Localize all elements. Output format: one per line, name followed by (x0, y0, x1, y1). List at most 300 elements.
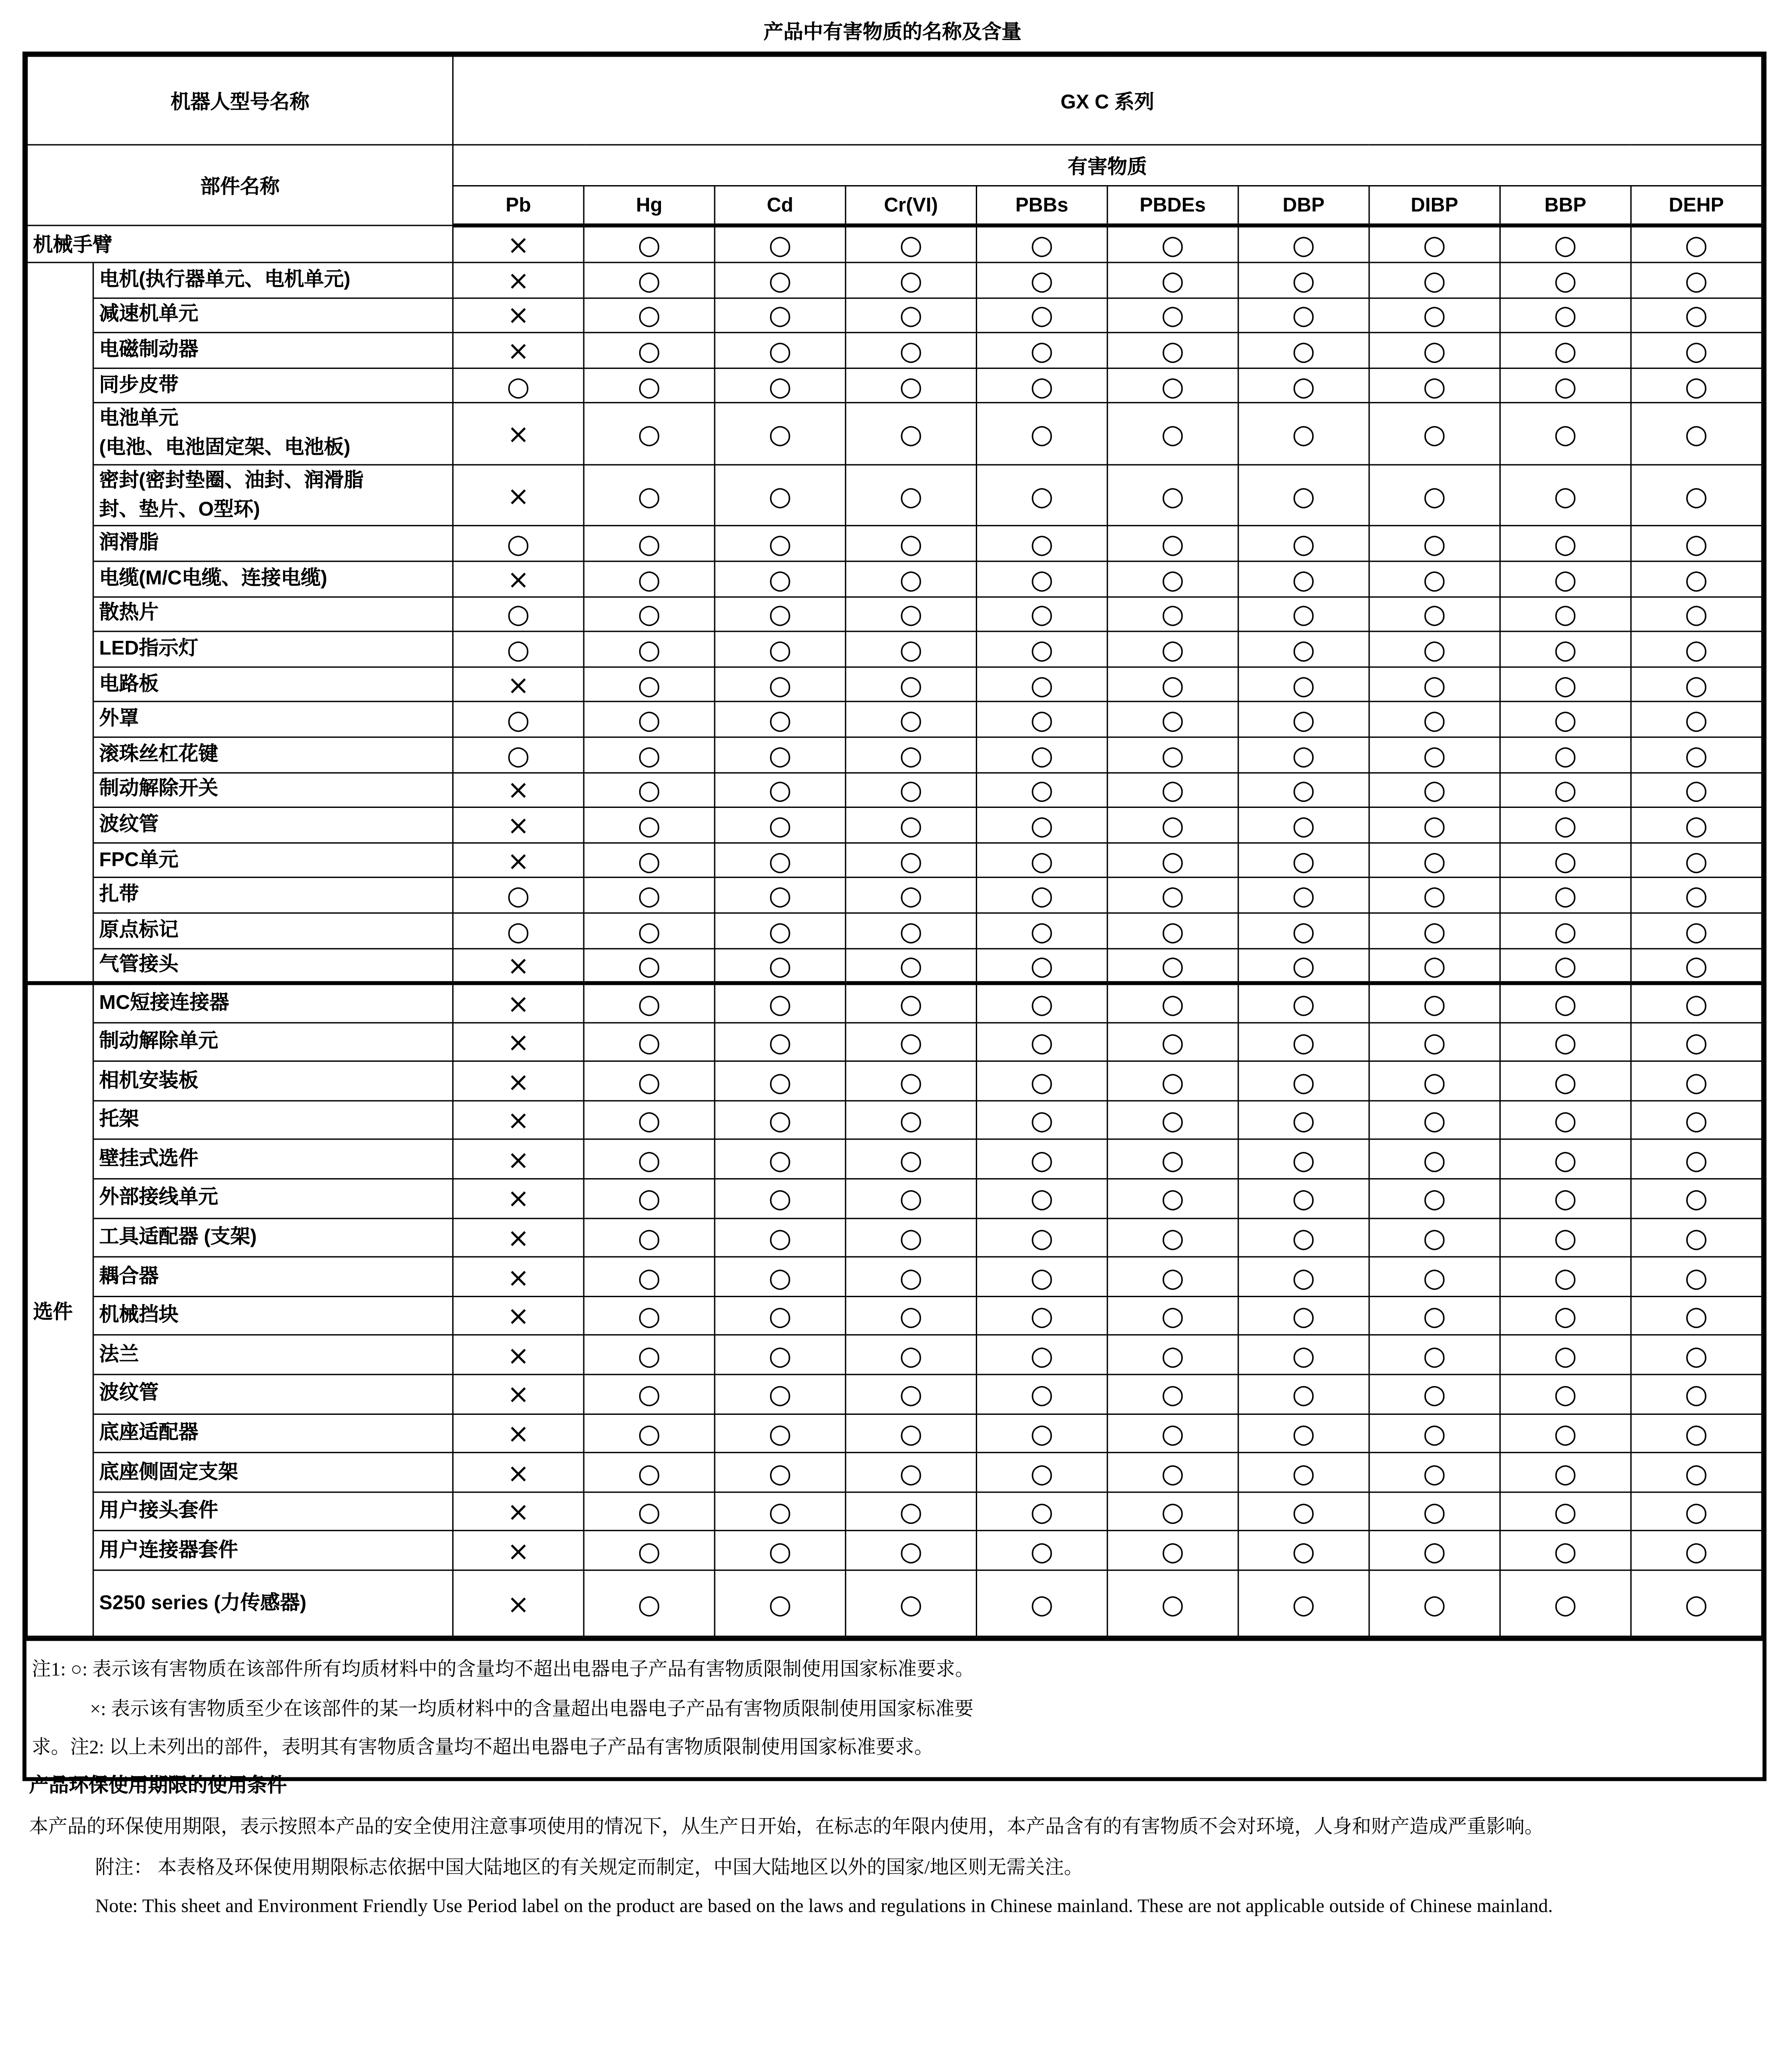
mark-pb: × (453, 1100, 584, 1140)
part-name: 相机安装板 (93, 1061, 453, 1100)
table-row (27, 1061, 1762, 1100)
mark-crvi: ○ (846, 225, 977, 262)
part-name: 耦合器 (93, 1257, 453, 1296)
part-name: LED指示灯 (93, 631, 453, 667)
mark-bbp: ○ (1500, 948, 1631, 983)
part-name: S250 series (力传感器) (93, 1570, 453, 1636)
mark-dehp: ○ (1631, 1218, 1762, 1257)
mark-crvi: ○ (846, 1453, 977, 1492)
table-row (27, 913, 1762, 948)
mark-cd: ○ (715, 1140, 846, 1179)
mark-cd: ○ (715, 1179, 846, 1218)
mark-dehp: ○ (1631, 1296, 1762, 1335)
table-row (27, 1492, 1762, 1531)
group-label-options: 选件 (27, 983, 93, 1636)
table-row (27, 333, 1762, 368)
part-name: 气管接头 (93, 948, 453, 983)
mark-hg: ○ (584, 702, 715, 737)
part-name: 电路板 (93, 667, 453, 702)
hazardous-substance-table-box (22, 52, 1767, 1780)
mark-pbdes: ○ (1107, 1374, 1238, 1414)
mark-dbp: ○ (1238, 333, 1369, 368)
mark-hg: ○ (584, 333, 715, 368)
mark-pbdes: ○ (1107, 1179, 1238, 1218)
substance-label: 有害物质 (453, 145, 1762, 186)
mark-pbdes: ○ (1107, 526, 1238, 561)
mark-pbdes: ○ (1107, 913, 1238, 948)
mark-dbp: ○ (1238, 631, 1369, 667)
mark-pb: × (453, 333, 584, 368)
mark-pbbs: ○ (976, 262, 1107, 298)
mark-dehp: ○ (1631, 526, 1762, 561)
mark-dehp: ○ (1631, 1531, 1762, 1570)
mark-dehp: ○ (1631, 368, 1762, 403)
mark-pbdes: ○ (1107, 1061, 1238, 1100)
table-row (27, 526, 1762, 561)
mark-pbbs: ○ (976, 1453, 1107, 1492)
mark-crvi: ○ (846, 878, 977, 913)
part-name: 用户连接器套件 (93, 1531, 453, 1570)
table-row (27, 807, 1762, 843)
mark-bbp: ○ (1500, 262, 1631, 298)
mark-crvi: ○ (846, 948, 977, 983)
mark-pbdes: ○ (1107, 702, 1238, 737)
column-header-hg: Hg (584, 186, 715, 225)
mark-crvi: ○ (846, 1022, 977, 1061)
mark-dbp: ○ (1238, 597, 1369, 632)
mark-pb: × (453, 465, 584, 526)
table-row (27, 1570, 1762, 1636)
epup-paragraph: 本产品的环保使用期限，表示按照本产品的安全使用注意事项使用的情况下，从生产日开始，在标志的年限内使用，本产品含有的有害物质不会对环境，人身和财产造成严重影响。 (29, 1816, 1544, 1838)
mark-dbp: ○ (1238, 913, 1369, 948)
mark-pbdes: ○ (1107, 948, 1238, 983)
mark-pbdes: ○ (1107, 878, 1238, 913)
mark-dbp: ○ (1238, 1257, 1369, 1296)
mark-crvi: ○ (846, 1140, 977, 1179)
mark-dehp: ○ (1631, 403, 1762, 465)
mark-bbp: ○ (1500, 1179, 1631, 1218)
mark-pbdes: ○ (1107, 225, 1238, 262)
hazardous-substance-table (27, 55, 1763, 1637)
mark-dehp: ○ (1631, 913, 1762, 948)
mark-hg: ○ (584, 1374, 715, 1414)
mark-cd: ○ (715, 983, 846, 1022)
mark-pbdes: ○ (1107, 1296, 1238, 1335)
mark-pb: ○ (453, 913, 584, 948)
table-row (27, 1296, 1762, 1335)
mark-hg: ○ (584, 403, 715, 465)
mark-hg: ○ (584, 368, 715, 403)
table-row (27, 1374, 1762, 1414)
mark-dibp: ○ (1369, 913, 1500, 948)
mark-dibp: ○ (1369, 843, 1500, 878)
part-label: 部件名称 (27, 145, 453, 225)
mark-cd: ○ (715, 1453, 846, 1492)
mark-dbp: ○ (1238, 526, 1369, 561)
mark-pbbs: ○ (976, 225, 1107, 262)
mark-pbbs: ○ (976, 1257, 1107, 1296)
mark-pb: × (453, 948, 584, 983)
table-row (27, 772, 1762, 807)
mark-pbbs: ○ (976, 913, 1107, 948)
mark-crvi: ○ (846, 1492, 977, 1531)
mark-bbp: ○ (1500, 298, 1631, 333)
mark-dibp: ○ (1369, 561, 1500, 597)
mark-bbp: ○ (1500, 1061, 1631, 1100)
mark-pb: × (453, 1531, 584, 1570)
mark-hg: ○ (584, 526, 715, 561)
mark-hg: ○ (584, 597, 715, 632)
mark-dehp: ○ (1631, 878, 1762, 913)
mark-cd: ○ (715, 1100, 846, 1140)
mark-crvi: ○ (846, 1570, 977, 1636)
table-row (27, 1140, 1762, 1179)
mark-dehp: ○ (1631, 1100, 1762, 1140)
table-row (27, 225, 1762, 262)
mark-hg: ○ (584, 1140, 715, 1179)
part-name: 减速机单元 (93, 298, 453, 333)
mark-cd: ○ (715, 561, 846, 597)
mark-pbbs: ○ (976, 948, 1107, 983)
part-name: 外部接线单元 (93, 1179, 453, 1218)
mark-cd: ○ (715, 225, 846, 262)
mark-hg: ○ (584, 1100, 715, 1140)
mark-hg: ○ (584, 1257, 715, 1296)
mark-dibp: ○ (1369, 1061, 1500, 1100)
table-row (27, 1414, 1762, 1453)
mark-pbbs: ○ (976, 1570, 1107, 1636)
mark-pbbs: ○ (976, 333, 1107, 368)
mark-cd: ○ (715, 843, 846, 878)
mark-dehp: ○ (1631, 1061, 1762, 1100)
mark-hg: ○ (584, 298, 715, 333)
mark-bbp: ○ (1500, 913, 1631, 948)
part-name: 电池单元 (电池、电池固定架、电池板) (93, 403, 453, 465)
mark-pbdes: ○ (1107, 368, 1238, 403)
mark-bbp: ○ (1500, 1531, 1631, 1570)
mark-cd: ○ (715, 403, 846, 465)
mark-crvi: ○ (846, 561, 977, 597)
mark-dbp: ○ (1238, 1061, 1369, 1100)
table-row (27, 1257, 1762, 1296)
mark-dibp: ○ (1369, 878, 1500, 913)
part-name: 电磁制动器 (93, 333, 453, 368)
mark-hg: ○ (584, 1179, 715, 1218)
mark-crvi: ○ (846, 807, 977, 843)
column-header-bbp: BBP (1500, 186, 1631, 225)
mark-pbdes: ○ (1107, 843, 1238, 878)
mark-pbbs: ○ (976, 1335, 1107, 1374)
mark-cd: ○ (715, 1296, 846, 1335)
mark-dehp: ○ (1631, 983, 1762, 1022)
mark-crvi: ○ (846, 1257, 977, 1296)
mark-bbp: ○ (1500, 1453, 1631, 1492)
mark-dbp: ○ (1238, 667, 1369, 702)
mark-pbbs: ○ (976, 1414, 1107, 1453)
mark-cd: ○ (715, 465, 846, 526)
mark-bbp: ○ (1500, 1296, 1631, 1335)
column-header-pbbs: PBBs (976, 186, 1107, 225)
table-row (27, 948, 1762, 983)
mark-pbbs: ○ (976, 1100, 1107, 1140)
mark-cd: ○ (715, 807, 846, 843)
mark-pb: ○ (453, 368, 584, 403)
table-row (27, 368, 1762, 403)
mark-dehp: ○ (1631, 597, 1762, 632)
part-name: 同步皮带 (93, 368, 453, 403)
mark-dehp: ○ (1631, 948, 1762, 983)
mark-bbp: ○ (1500, 878, 1631, 913)
mark-cd: ○ (715, 667, 846, 702)
mark-cd: ○ (715, 368, 846, 403)
mark-dibp: ○ (1369, 1296, 1500, 1335)
mark-dibp: ○ (1369, 983, 1500, 1022)
mark-cd: ○ (715, 1022, 846, 1061)
mark-dbp: ○ (1238, 1022, 1369, 1061)
mark-pb: × (453, 807, 584, 843)
mark-crvi: ○ (846, 298, 977, 333)
mark-pbbs: ○ (976, 597, 1107, 632)
mark-pbbs: ○ (976, 1140, 1107, 1179)
mark-pb: × (453, 1570, 584, 1636)
mark-dehp: ○ (1631, 631, 1762, 667)
mark-dibp: ○ (1369, 702, 1500, 737)
epup-section (29, 1769, 1761, 1921)
mark-bbp: ○ (1500, 772, 1631, 807)
mark-bbp: ○ (1500, 333, 1631, 368)
mark-hg: ○ (584, 772, 715, 807)
mark-dehp: ○ (1631, 1570, 1762, 1636)
part-name: 用户接头套件 (93, 1492, 453, 1531)
mark-pb: × (453, 843, 584, 878)
mark-pb: × (453, 1414, 584, 1453)
mark-bbp: ○ (1500, 631, 1631, 667)
mark-hg: ○ (584, 843, 715, 878)
mark-cd: ○ (715, 1531, 846, 1570)
mark-dbp: ○ (1238, 807, 1369, 843)
mark-dehp: ○ (1631, 1414, 1762, 1453)
mark-cd: ○ (715, 262, 846, 298)
mark-crvi: ○ (846, 913, 977, 948)
mark-hg: ○ (584, 1296, 715, 1335)
mark-pbdes: ○ (1107, 1022, 1238, 1061)
mark-crvi: ○ (846, 1335, 977, 1374)
mark-dibp: ○ (1369, 465, 1500, 526)
mark-hg: ○ (584, 1531, 715, 1570)
mark-pbdes: ○ (1107, 1414, 1238, 1453)
mark-dibp: ○ (1369, 631, 1500, 667)
mark-crvi: ○ (846, 1179, 977, 1218)
mark-crvi: ○ (846, 1374, 977, 1414)
mark-pbdes: ○ (1107, 1531, 1238, 1570)
mark-cd: ○ (715, 1218, 846, 1257)
mark-bbp: ○ (1500, 983, 1631, 1022)
mark-hg: ○ (584, 1218, 715, 1257)
mark-dibp: ○ (1369, 1374, 1500, 1414)
mark-pb: × (453, 1492, 584, 1531)
mark-dbp: ○ (1238, 262, 1369, 298)
note-line-1: 注1: ○: 表示该有害物质在该部件所有均质材料中的含量均不超出电器电子产品有害物质限制使用国家标准要求。 (31, 1659, 975, 1681)
table-row (27, 843, 1762, 878)
mark-pbbs: ○ (976, 1022, 1107, 1061)
epup-heading: 产品环保使用期限的使用条件 (29, 1774, 287, 1797)
mark-pbdes: ○ (1107, 465, 1238, 526)
column-header-dehp: DEHP (1631, 186, 1762, 225)
mark-crvi: ○ (846, 1100, 977, 1140)
part-name: 散热片 (93, 597, 453, 632)
mark-pb: ○ (453, 702, 584, 737)
mark-pbdes: ○ (1107, 262, 1238, 298)
mark-pbdes: ○ (1107, 597, 1238, 632)
part-name: 制动解除开关 (93, 772, 453, 807)
group-spacer (27, 262, 93, 983)
table-row (27, 1531, 1762, 1570)
mark-dbp: ○ (1238, 225, 1369, 262)
mark-dibp: ○ (1369, 1140, 1500, 1179)
mark-pbbs: ○ (976, 465, 1107, 526)
mark-hg: ○ (584, 1022, 715, 1061)
mark-pbdes: ○ (1107, 983, 1238, 1022)
mark-dehp: ○ (1631, 843, 1762, 878)
mark-pb: × (453, 1179, 584, 1218)
mark-crvi: ○ (846, 1414, 977, 1453)
mark-cd: ○ (715, 1374, 846, 1414)
mark-pb: × (453, 772, 584, 807)
mark-crvi: ○ (846, 597, 977, 632)
mark-crvi: ○ (846, 403, 977, 465)
note-line-2: ×: 表示该有害物质至少在该部件的某一均质材料中的含量超出电器电子产品有害物质限制使用国家标准要 (90, 1698, 974, 1720)
mark-bbp: ○ (1500, 737, 1631, 772)
mark-pbbs: ○ (976, 561, 1107, 597)
mark-cd: ○ (715, 1414, 846, 1453)
mark-dbp: ○ (1238, 843, 1369, 878)
mark-dehp: ○ (1631, 1179, 1762, 1218)
mark-pb: × (453, 1374, 584, 1414)
table-row (27, 1100, 1762, 1140)
part-name: MC短接连接器 (93, 983, 453, 1022)
mark-pb: × (453, 1453, 584, 1492)
mark-hg: ○ (584, 631, 715, 667)
table-row (27, 631, 1762, 667)
mark-dbp: ○ (1238, 465, 1369, 526)
mark-dibp: ○ (1369, 1218, 1500, 1257)
mark-pb: ○ (453, 631, 584, 667)
mark-pbbs: ○ (976, 1374, 1107, 1414)
mark-pbbs: ○ (976, 1061, 1107, 1100)
mark-pbbs: ○ (976, 772, 1107, 807)
mark-crvi: ○ (846, 368, 977, 403)
mark-dibp: ○ (1369, 772, 1500, 807)
mark-pbbs: ○ (976, 1531, 1107, 1570)
mark-dbp: ○ (1238, 1100, 1369, 1140)
mark-bbp: ○ (1500, 702, 1631, 737)
mark-cd: ○ (715, 772, 846, 807)
mark-pb: × (453, 561, 584, 597)
mark-cd: ○ (715, 1335, 846, 1374)
mark-dehp: ○ (1631, 262, 1762, 298)
mark-crvi: ○ (846, 1061, 977, 1100)
mark-dehp: ○ (1631, 702, 1762, 737)
mark-bbp: ○ (1500, 1022, 1631, 1061)
mark-hg: ○ (584, 561, 715, 597)
table-row (27, 878, 1762, 913)
mark-dbp: ○ (1238, 772, 1369, 807)
mark-bbp: ○ (1500, 561, 1631, 597)
mark-dibp: ○ (1369, 1414, 1500, 1453)
mark-dehp: ○ (1631, 807, 1762, 843)
table-row (27, 1218, 1762, 1257)
table-row (27, 403, 1762, 465)
mark-pbbs: ○ (976, 807, 1107, 843)
part-name: 波纹管 (93, 1374, 453, 1414)
mark-bbp: ○ (1500, 667, 1631, 702)
mark-cd: ○ (715, 913, 846, 948)
mark-bbp: ○ (1500, 1100, 1631, 1140)
mark-dbp: ○ (1238, 1492, 1369, 1531)
table-row (27, 737, 1762, 772)
mark-dbp: ○ (1238, 983, 1369, 1022)
mark-dbp: ○ (1238, 1531, 1369, 1570)
mark-hg: ○ (584, 1492, 715, 1531)
mark-dbp: ○ (1238, 1140, 1369, 1179)
mark-bbp: ○ (1500, 597, 1631, 632)
mark-dibp: ○ (1369, 807, 1500, 843)
table-row (27, 702, 1762, 737)
mark-bbp: ○ (1500, 843, 1631, 878)
mark-crvi: ○ (846, 772, 977, 807)
mark-dibp: ○ (1369, 1100, 1500, 1140)
mark-hg: ○ (584, 1414, 715, 1453)
mark-pbdes: ○ (1107, 1100, 1238, 1140)
part-name: 原点标记 (93, 913, 453, 948)
column-header-pb: Pb (453, 186, 584, 225)
mark-pbdes: ○ (1107, 403, 1238, 465)
table-row (27, 262, 1762, 298)
part-name: 制动解除单元 (93, 1022, 453, 1061)
mark-dibp: ○ (1369, 333, 1500, 368)
mark-dehp: ○ (1631, 737, 1762, 772)
mark-dehp: ○ (1631, 1335, 1762, 1374)
mark-dbp: ○ (1238, 948, 1369, 983)
mark-dibp: ○ (1369, 1570, 1500, 1636)
part-name: 机械挡块 (93, 1296, 453, 1335)
mark-dehp: ○ (1631, 298, 1762, 333)
mark-dibp: ○ (1369, 1531, 1500, 1570)
mark-pbdes: ○ (1107, 772, 1238, 807)
mark-bbp: ○ (1500, 807, 1631, 843)
mark-pbbs: ○ (976, 983, 1107, 1022)
mark-crvi: ○ (846, 526, 977, 561)
part-name: 密封(密封垫圈、油封、润滑脂 封、垫片、O型环) (93, 465, 453, 526)
mark-dibp: ○ (1369, 597, 1500, 632)
mark-pbdes: ○ (1107, 1492, 1238, 1531)
mark-pbdes: ○ (1107, 1570, 1238, 1636)
mark-bbp: ○ (1500, 368, 1631, 403)
mark-hg: ○ (584, 225, 715, 262)
mark-pb: ○ (453, 526, 584, 561)
mark-pbdes: ○ (1107, 333, 1238, 368)
part-name: 托架 (93, 1100, 453, 1140)
mark-pb: × (453, 1335, 584, 1374)
mark-pbbs: ○ (976, 526, 1107, 561)
mark-bbp: ○ (1500, 1140, 1631, 1179)
mark-pbbs: ○ (976, 368, 1107, 403)
mark-bbp: ○ (1500, 1492, 1631, 1531)
mark-pbdes: ○ (1107, 298, 1238, 333)
table-row (27, 983, 1762, 1022)
mark-pb: × (453, 1140, 584, 1179)
mark-hg: ○ (584, 667, 715, 702)
